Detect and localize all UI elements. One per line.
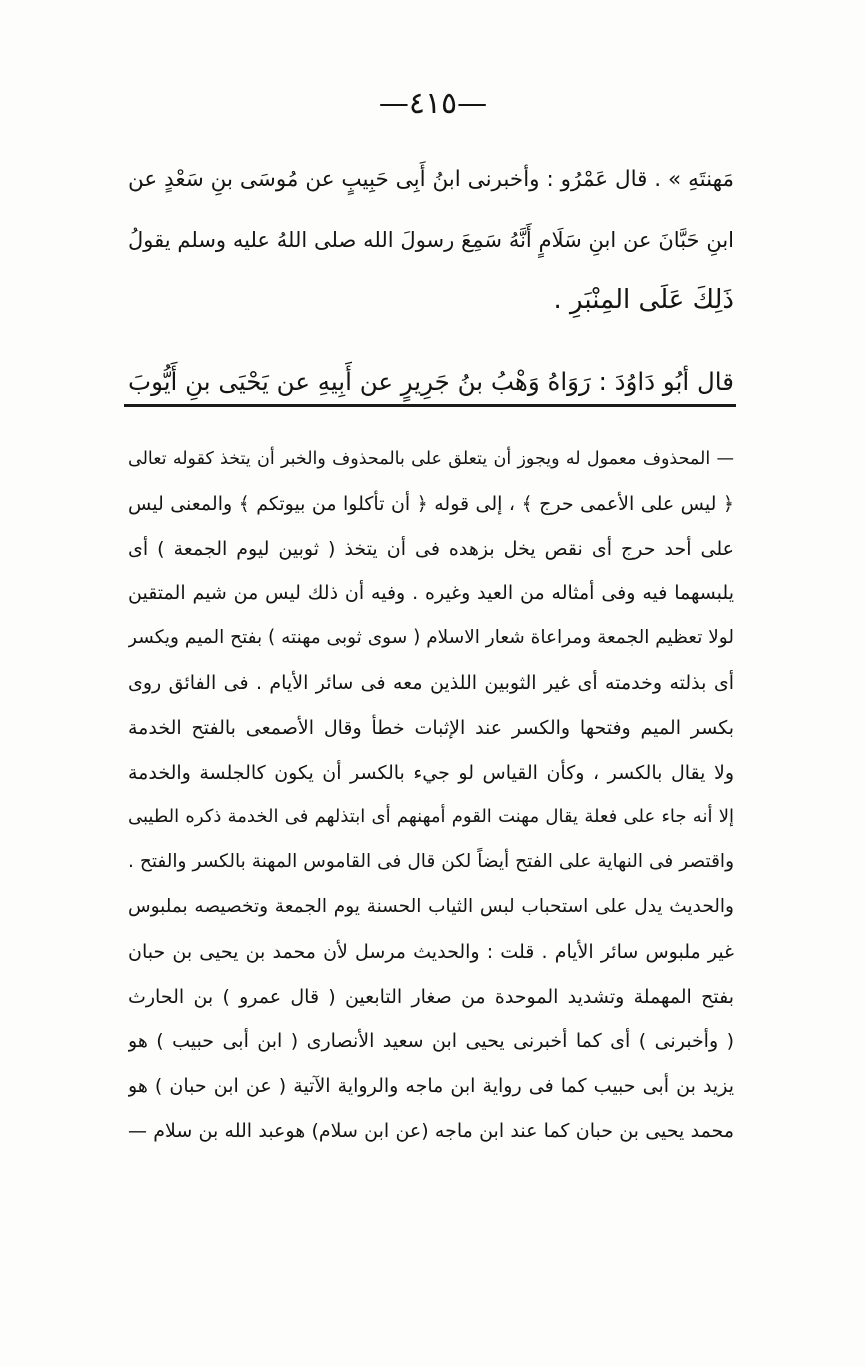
commentary-line: بفتح المهملة وتشديد الموحدة من صغار التابعين ( قال عمرو ) بن الحارث	[128, 985, 734, 1008]
commentary-line: واقتصر فى النهاية على الفتح أيضاً لكن قال فى القاموس المهنة بالكسر والفتح .	[128, 851, 734, 873]
main-text-line: ذَلِكَ عَلَى المِنْبَرِ .	[553, 285, 734, 315]
commentary-line: محمد يحيى بن حبان كما عند ابن ماجه (عن ابن سلام) هوعبد الله بن سلام —	[128, 1119, 734, 1142]
main-text-line: ابنِ حَبَّانَ عن ابنِ سَلَامٍ أَنَّهُ سَمِعَ رسولَ الله صلى اللهُ عليه وسلم يقولُ	[128, 228, 734, 252]
commentary-line: — المحذوف معمول له ويجوز أن يتعلق على بالمحذوف والخبر أن يتخذ كقوله تعالى	[128, 449, 734, 469]
commentary-block	[128, 437, 734, 1154]
commentary-line: غير ملبوس سائر الأيام . قلت : والحديث مرسل لأن محمد بن يحيى بن حبان	[128, 940, 734, 963]
commentary-line: ﴿ ليس على الأعمى حرج ﴾ ، إلى قوله ﴿ أن تأكلوا من بيوتكم ﴾ والمعنى ليس	[128, 492, 734, 515]
commentary-line: ولا يقال بالكسر ، وكأن القياس لو جيء بالكسر أن يكون كالجلسة والخدمة	[128, 761, 734, 784]
page-number: —٤١٥—	[378, 86, 488, 121]
main-text-line: مَهنتَهِ » . قال عَمْرُو : وأخبرنى ابنُ أَبِى حَبِيبٍ عن مُوسَى بنِ سَعْدٍ عن	[128, 167, 734, 192]
main-text-block	[128, 150, 734, 412]
commentary-line: والحديث يدل على استحباب لبس الثياب الحسنة يوم الجمعة وتخصيصه بملبوس	[128, 895, 734, 917]
footnote-separator	[124, 404, 736, 407]
commentary-line: لولا تعظيم الجمعة ومراعاة شعار الاسلام ( سوى ثوبى مهنته ) بفتح الميم ويكسر	[128, 627, 734, 649]
main-text-line: قال أبُو دَاوُدَ : رَوَاهُ وَهْبُ بنُ جَرِيرٍ عن أَبِيهِ عن يَحْيَى بنِ أَيُّوبَ	[128, 367, 734, 396]
commentary-line: بكسر الميم وفتحها والكسر عند الإثبات خطأ وقال الأصمعى بالفتح الخدمة	[128, 716, 734, 739]
commentary-line: أى بذلته وخدمته أى غير الثوبين اللذين معه فى سائر الأيام . فى الفائق روى	[128, 671, 734, 694]
commentary-line: إلا أنه جاء على فعلة يقال مهنت القوم أمهنهم أى ابتذلهم فى الخدمة ذكره الطيبى	[128, 806, 734, 828]
commentary-line: على أحد حرج أى نقص يخل بزهده فى أن يتخذ ( ثوبين ليوم الجمعة ) أى	[128, 537, 734, 560]
commentary-line: يزيد بن أبى حبيب كما فى رواية ابن ماجه والرواية الآتية ( عن ابن حبان ) هو	[128, 1075, 734, 1098]
commentary-line: يلبسهما فيه وفى أمثاله من العيد وغيره . وفيه أن ذلك ليس من شيم المتقين	[128, 582, 734, 605]
commentary-line: ( وأخبرنى ) أى كما أخبرنى يحيى ابن سعيد الأنصارى ( ابن أبى حبيب ) هو	[128, 1030, 734, 1053]
